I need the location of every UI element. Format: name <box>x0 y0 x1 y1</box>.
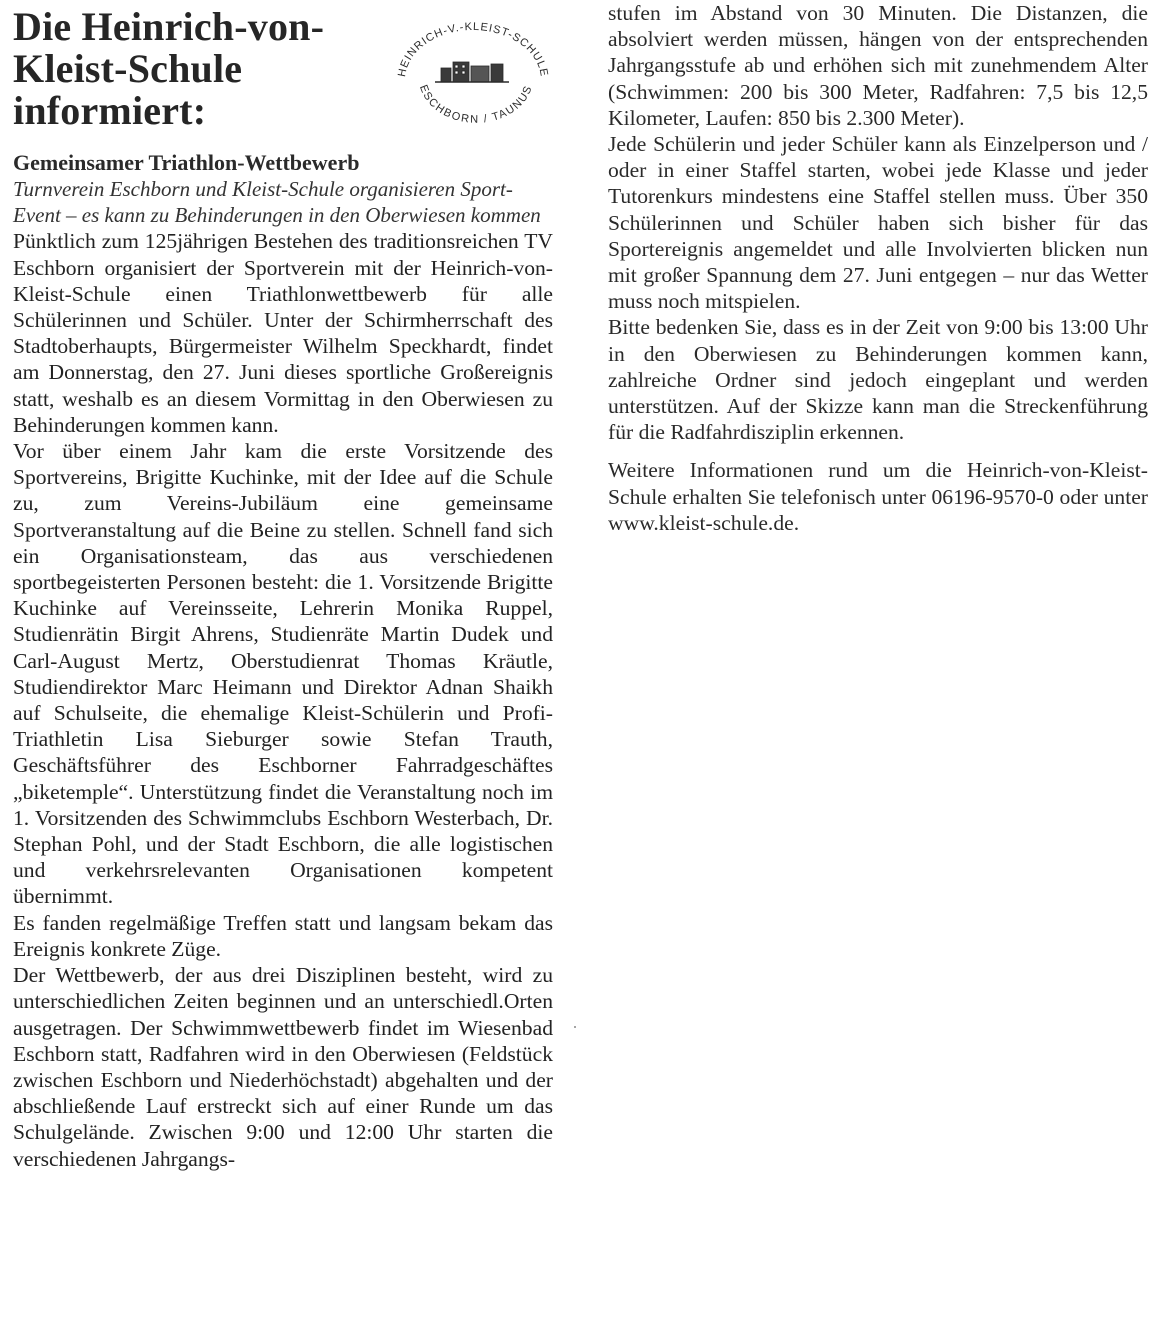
seal-bottom-text: ESCHBORN / TAUNUS <box>416 83 536 126</box>
scan-speck <box>574 1026 576 1028</box>
right-column <box>608 0 1148 536</box>
masthead <box>13 0 553 150</box>
contact-paragraph: Weitere Informationen rund um die Heinrich-von-Kleist-Schule erhalten Sie telefonisch unter 06196-9570-0 oder unter www.kleist-schule.de. <box>608 458 1148 535</box>
school-building-icon <box>435 62 509 82</box>
headline-line: Kleist-Schule <box>13 46 243 91</box>
headline-line: Die Heinrich-von- <box>13 4 325 49</box>
article-subheading: Gemeinsamer Triathlon-Wettbewerb <box>13 150 360 175</box>
body-paragraph: Der Wettbewerb, der aus drei Disziplinen besteht, wird zu unterschiedlichen Zeiten beginnen und an unterschiedl.Orten ausgetragen. Der Schwimmwettbewerb findet im Wiesenbad Eschborn statt, Radfahren wird in den Oberwiesen (Feldstück zwischen Eschborn und Niederhöchstadt) abgehalten und der abschließende Lauf erstreckt sich auf einer Runde um das Schulgelände. Zwischen 9:00 und 12:00 Uhr starten die verschiedenen Jahrgangs- <box>13 963 553 1171</box>
body-paragraph: Vor über einem Jahr kam die erste Vorsitzende des Sportvereins, Brigitte Kuchinke, mit der Idee auf die Schule zu, zum Vereins-Jubiläum eine gemeinsame Sportveranstaltung auf die Beine zu stellen. Schnell fand sich ein Organisationsteam, das aus verschiedenen sportbegeisterten Personen besteht: die 1. Vorsitzende Brigitte Kuchinke auf Vereinsseite, Lehrerin Monika Ruppel, Studienrätin Birgit Ahrens, Studienräte Martin Dudek und Carl-August Mertz, Oberstudienrat Thomas Kräutle, Studiendirektor Marc Heimann und Direktor Adnan Shaikh auf Schulseite, die ehemalige Kleist-Schülerin und Profi-Triathletin Lisa Sieburger sowie Stefan Trauth, Geschäftsführer des Eschborner Fahrradgeschäftes „biketemple“. Unterstützung findet die Veranstaltung noch im 1. Vorsitzenden des Schwimmclubs Eschborn Westerbach, Dr. Stephan Pohl, und der Stadt Eschborn, die alle logistischen und verkehrsrelevanten Organisationen kompetent übernimmt. <box>13 439 553 909</box>
body-paragraph: Jede Schülerin und jeder Schüler kann als Einzelperson und / oder in einer Staffel starten, wobei jede Klasse und jeder Tutorenkurs mindestens eine Staffel stellen muss. Über 350 Schülerinnen und Schüler haben sich bisher für das Sportereignis angemeldet und alle Involvierten blicken nun mit großer Spannung dem 27. Juni entgegen – nur das Wetter muss noch mitspielen. <box>608 132 1148 314</box>
school-seal-logo <box>383 18 563 128</box>
left-column <box>13 0 553 1172</box>
body-paragraph: Pünktlich zum 125jährigen Bestehen des traditionsreichen TV Eschborn organisiert der Sportverein mit der Heinrich-von-Kleist-Schule einen Triathlonwettbewerb für alle Schülerinnen und Schüler. Unter der Schirmherrschaft des Stadtoberhaupts, Bürgermeister Wilhelm Speckhardt, findet am Donnerstag, den 27. Juni dieses sportliche Großereignis statt, weshalb es an diesem Vormittag in den Oberwiesen zu Behinderungen kommen kann. <box>13 229 553 437</box>
article-dek: Turnverein Eschborn und Kleist-Schule organisieren Sport-Event – es kann zu Behinderungen in den Oberwiesen kommen <box>13 177 541 228</box>
headline <box>13 6 324 132</box>
headline-line: informiert: <box>13 88 207 133</box>
svg-text:ESCHBORN / TAUNUS <box>417 83 535 125</box>
seal-top-text: HEINRICH-V.-KLEIST-SCHULE <box>396 20 550 78</box>
body-paragraph: Bitte bedenken Sie, dass es in der Zeit von 9:00 bis 13:00 Uhr in den Oberwiesen zu Behinderungen kommen kann, zahlreiche Ordner sind jedoch eingeplant und werden unterstützen. Auf der Skizze kann man die Streckenführung für die Radfahrdisziplin erkennen. <box>608 315 1148 445</box>
body-paragraph: Es fanden regelmäßige Treffen statt und langsam bekam das Ereignis konkrete Züge. <box>13 910 553 961</box>
body-paragraph: stufen im Abstand von 30 Minuten. Die Distanzen, die absolviert werden müssen, hängen von der entsprechenden Jahrgangsstufe ab und erhöhen sich mit zunehmendem Alter (Schwimmen: 200 bis 300 Meter, Radfahren: 7,5 bis 12,5 Kilometer, Laufen: 850 bis 2.300 Meter). <box>608 1 1148 130</box>
